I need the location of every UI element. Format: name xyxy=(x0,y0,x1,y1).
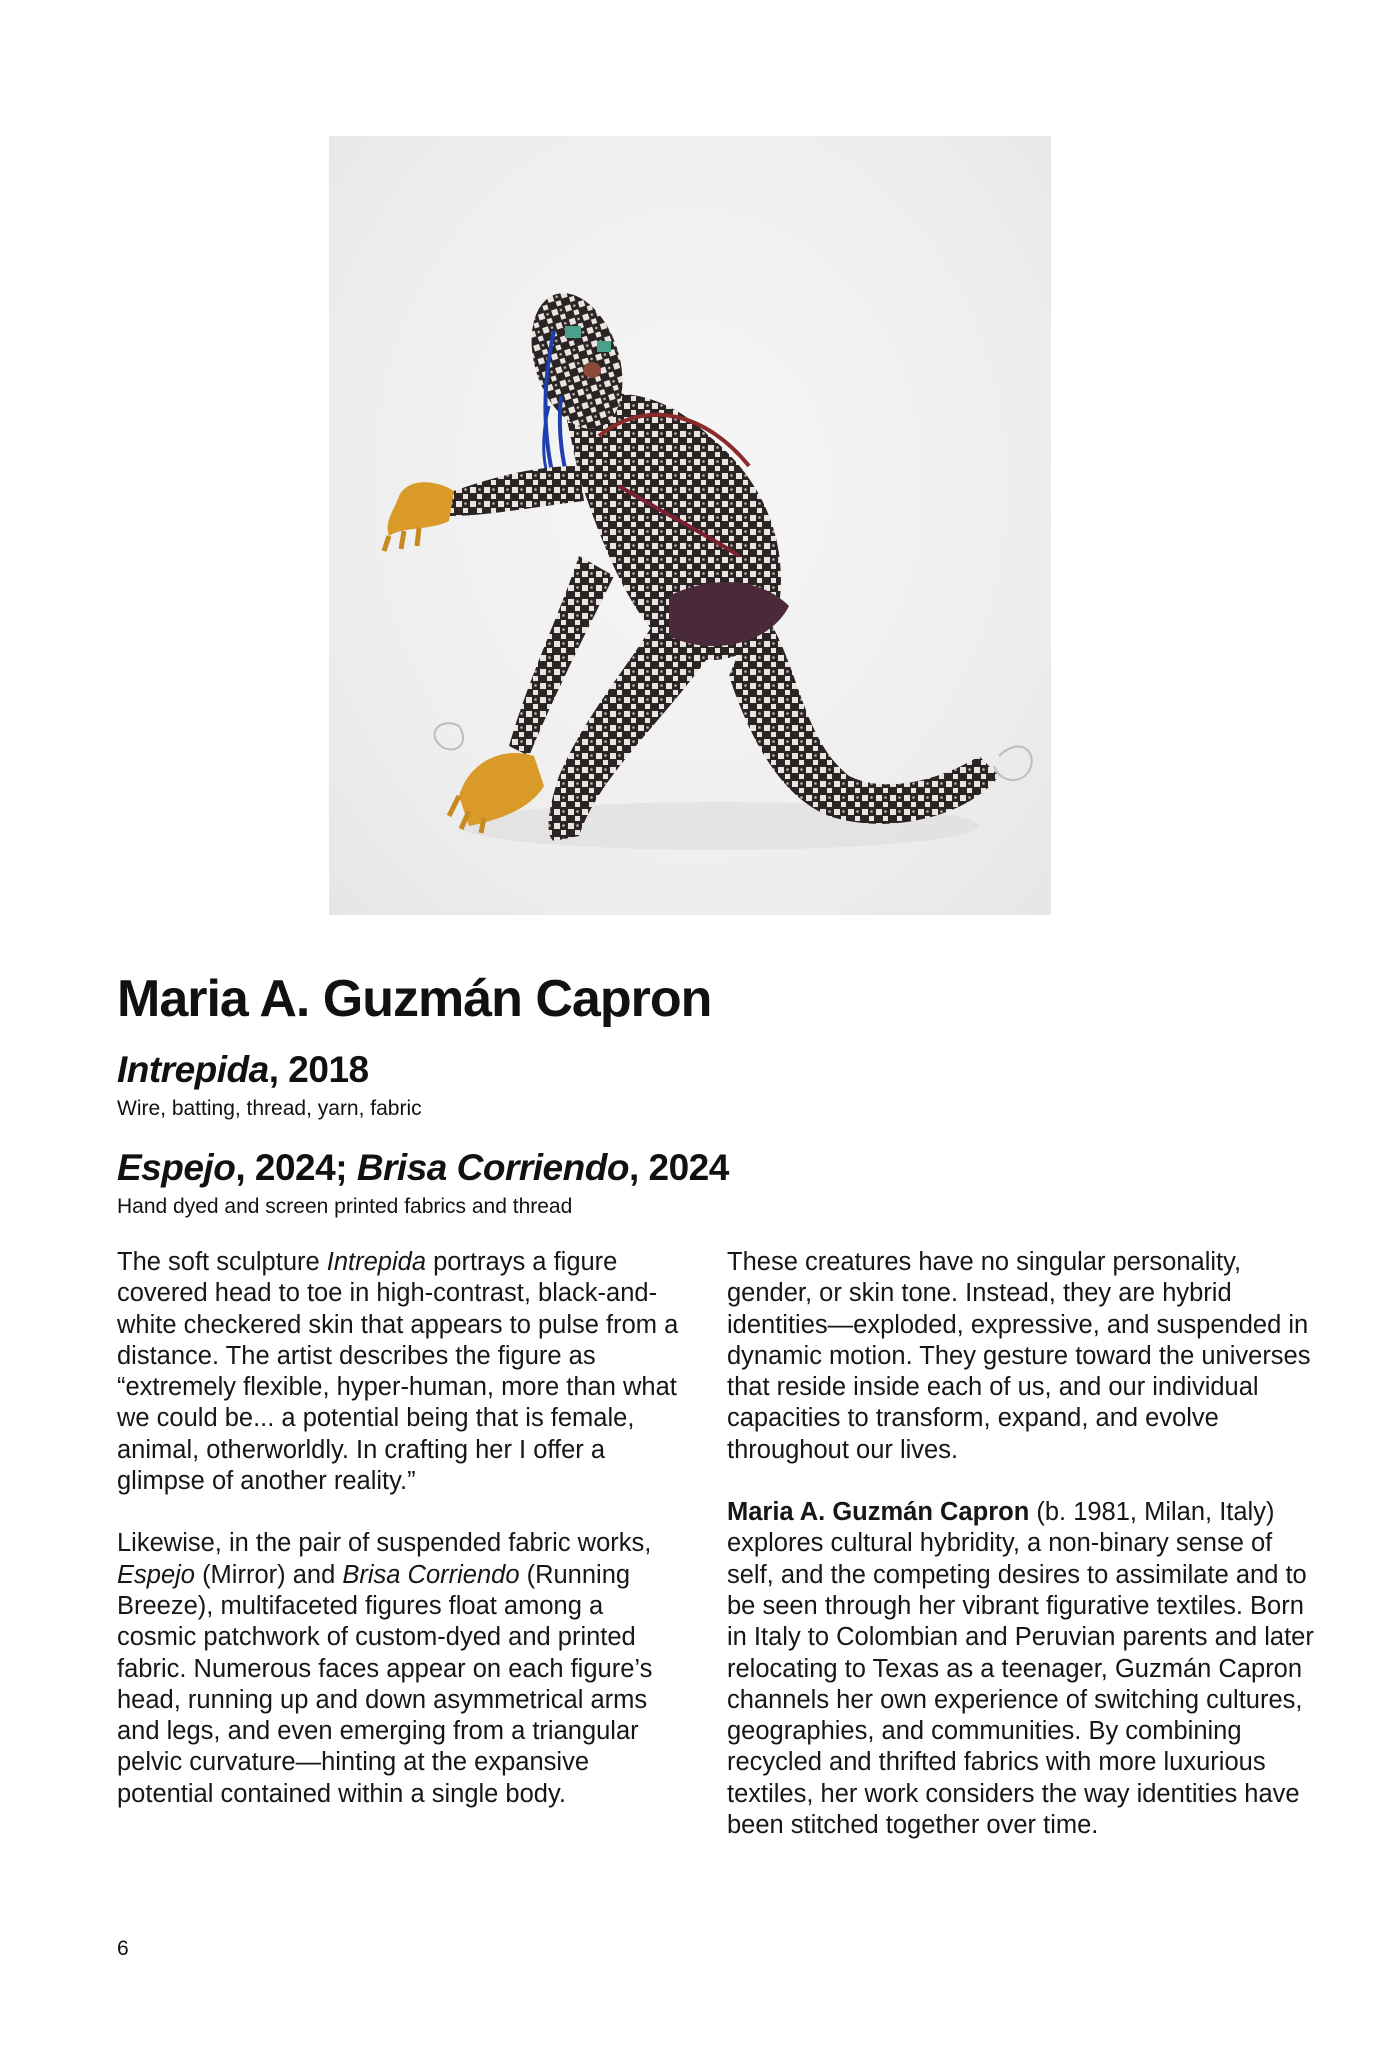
medium-intrepida: Wire, batting, thread, yarn, fabric xyxy=(117,1097,422,1121)
year-intrepida: , 2018 xyxy=(268,1048,369,1090)
left-column xyxy=(117,1247,687,1810)
title-espejo: Espejo xyxy=(117,1146,236,1188)
title-intrepida: Intrepida xyxy=(117,1048,269,1090)
title-brisa-corriendo: Brisa Corriendo xyxy=(356,1146,629,1188)
text-span: (Mirror) and xyxy=(194,1560,343,1589)
bio-text: (b. 1981, Milan, Italy) explores cultural hybridity, a non-binary sense of self, and the competing desires to assimilate and to be seen through her vibrant figurative textiles. Born in Italy to Colombian and Peruvian parents and later relocating to Texas as a teenager, Guzmán Capron channels her own experience of switching cultures, geographies, and communities. By combining recycled and thrifted fabrics with more luxurious textiles, her work considers the way identities have been stitched together over time. xyxy=(727,1498,1314,1840)
paragraph-intrepida xyxy=(117,1247,687,1497)
medium-espejo-brisa: Hand dyed and screen printed fabrics and thread xyxy=(117,1194,573,1218)
work-title-espejo-brisa xyxy=(117,1146,1267,1190)
italic-title: Brisa Corriendo xyxy=(342,1560,520,1589)
text-span: The soft sculpture xyxy=(117,1248,327,1276)
text-span: Likewise, in the pair of suspended fabric works, xyxy=(117,1529,652,1558)
italic-title: Intrepida xyxy=(326,1248,427,1276)
year-brisa: , 2024 xyxy=(628,1146,729,1188)
artwork-image xyxy=(329,136,1051,915)
caption-header xyxy=(117,970,1267,1221)
bio-artist-name: Maria A. Guzmán Capron xyxy=(727,1498,1030,1527)
paragraph-espejo-brisa xyxy=(117,1528,687,1810)
title-separator: , 2024; xyxy=(235,1146,357,1188)
italic-title: Espejo xyxy=(117,1560,195,1589)
paragraph-artist-bio xyxy=(727,1497,1317,1841)
right-column xyxy=(727,1247,1317,1841)
page-number: 6 xyxy=(117,1937,129,1960)
work-title-intrepida xyxy=(117,1048,1267,1092)
text-span: portrays a figure covered head to toe in high-contrast, black-and-white checkered skin that appears to pulse from a distance. The artist describes the figure as “extremely flexible, hyper-human, more than what we could be... a potential being that is female, animal, otherworldly. In crafting her I offer a glimpse of another reality.” xyxy=(117,1248,679,1496)
paragraph-creatures: These creatures have no singular personality, gender, or skin tone. Instead, they are hybrid identities—exploded, expressive, and suspended in dynamic motion. They gesture toward the universes that reside inside each of us, and our individual capacities to transform, expand, and evolve throughout our lives. xyxy=(727,1248,1311,1464)
artwork-illustration xyxy=(329,136,1051,915)
artist-name: Maria A. Guzmán Capron xyxy=(117,970,712,1028)
text-span: (Running Breeze), multifaceted figures float among a cosmic patchwork of custom-dyed and printed fabric. Numerous faces appear on each figure’s head, running up and down asymmetrical arms and legs, and even emerging from a triangular pelvic curvature—hinting at the expansive potential contained within a single body. xyxy=(117,1560,653,1808)
